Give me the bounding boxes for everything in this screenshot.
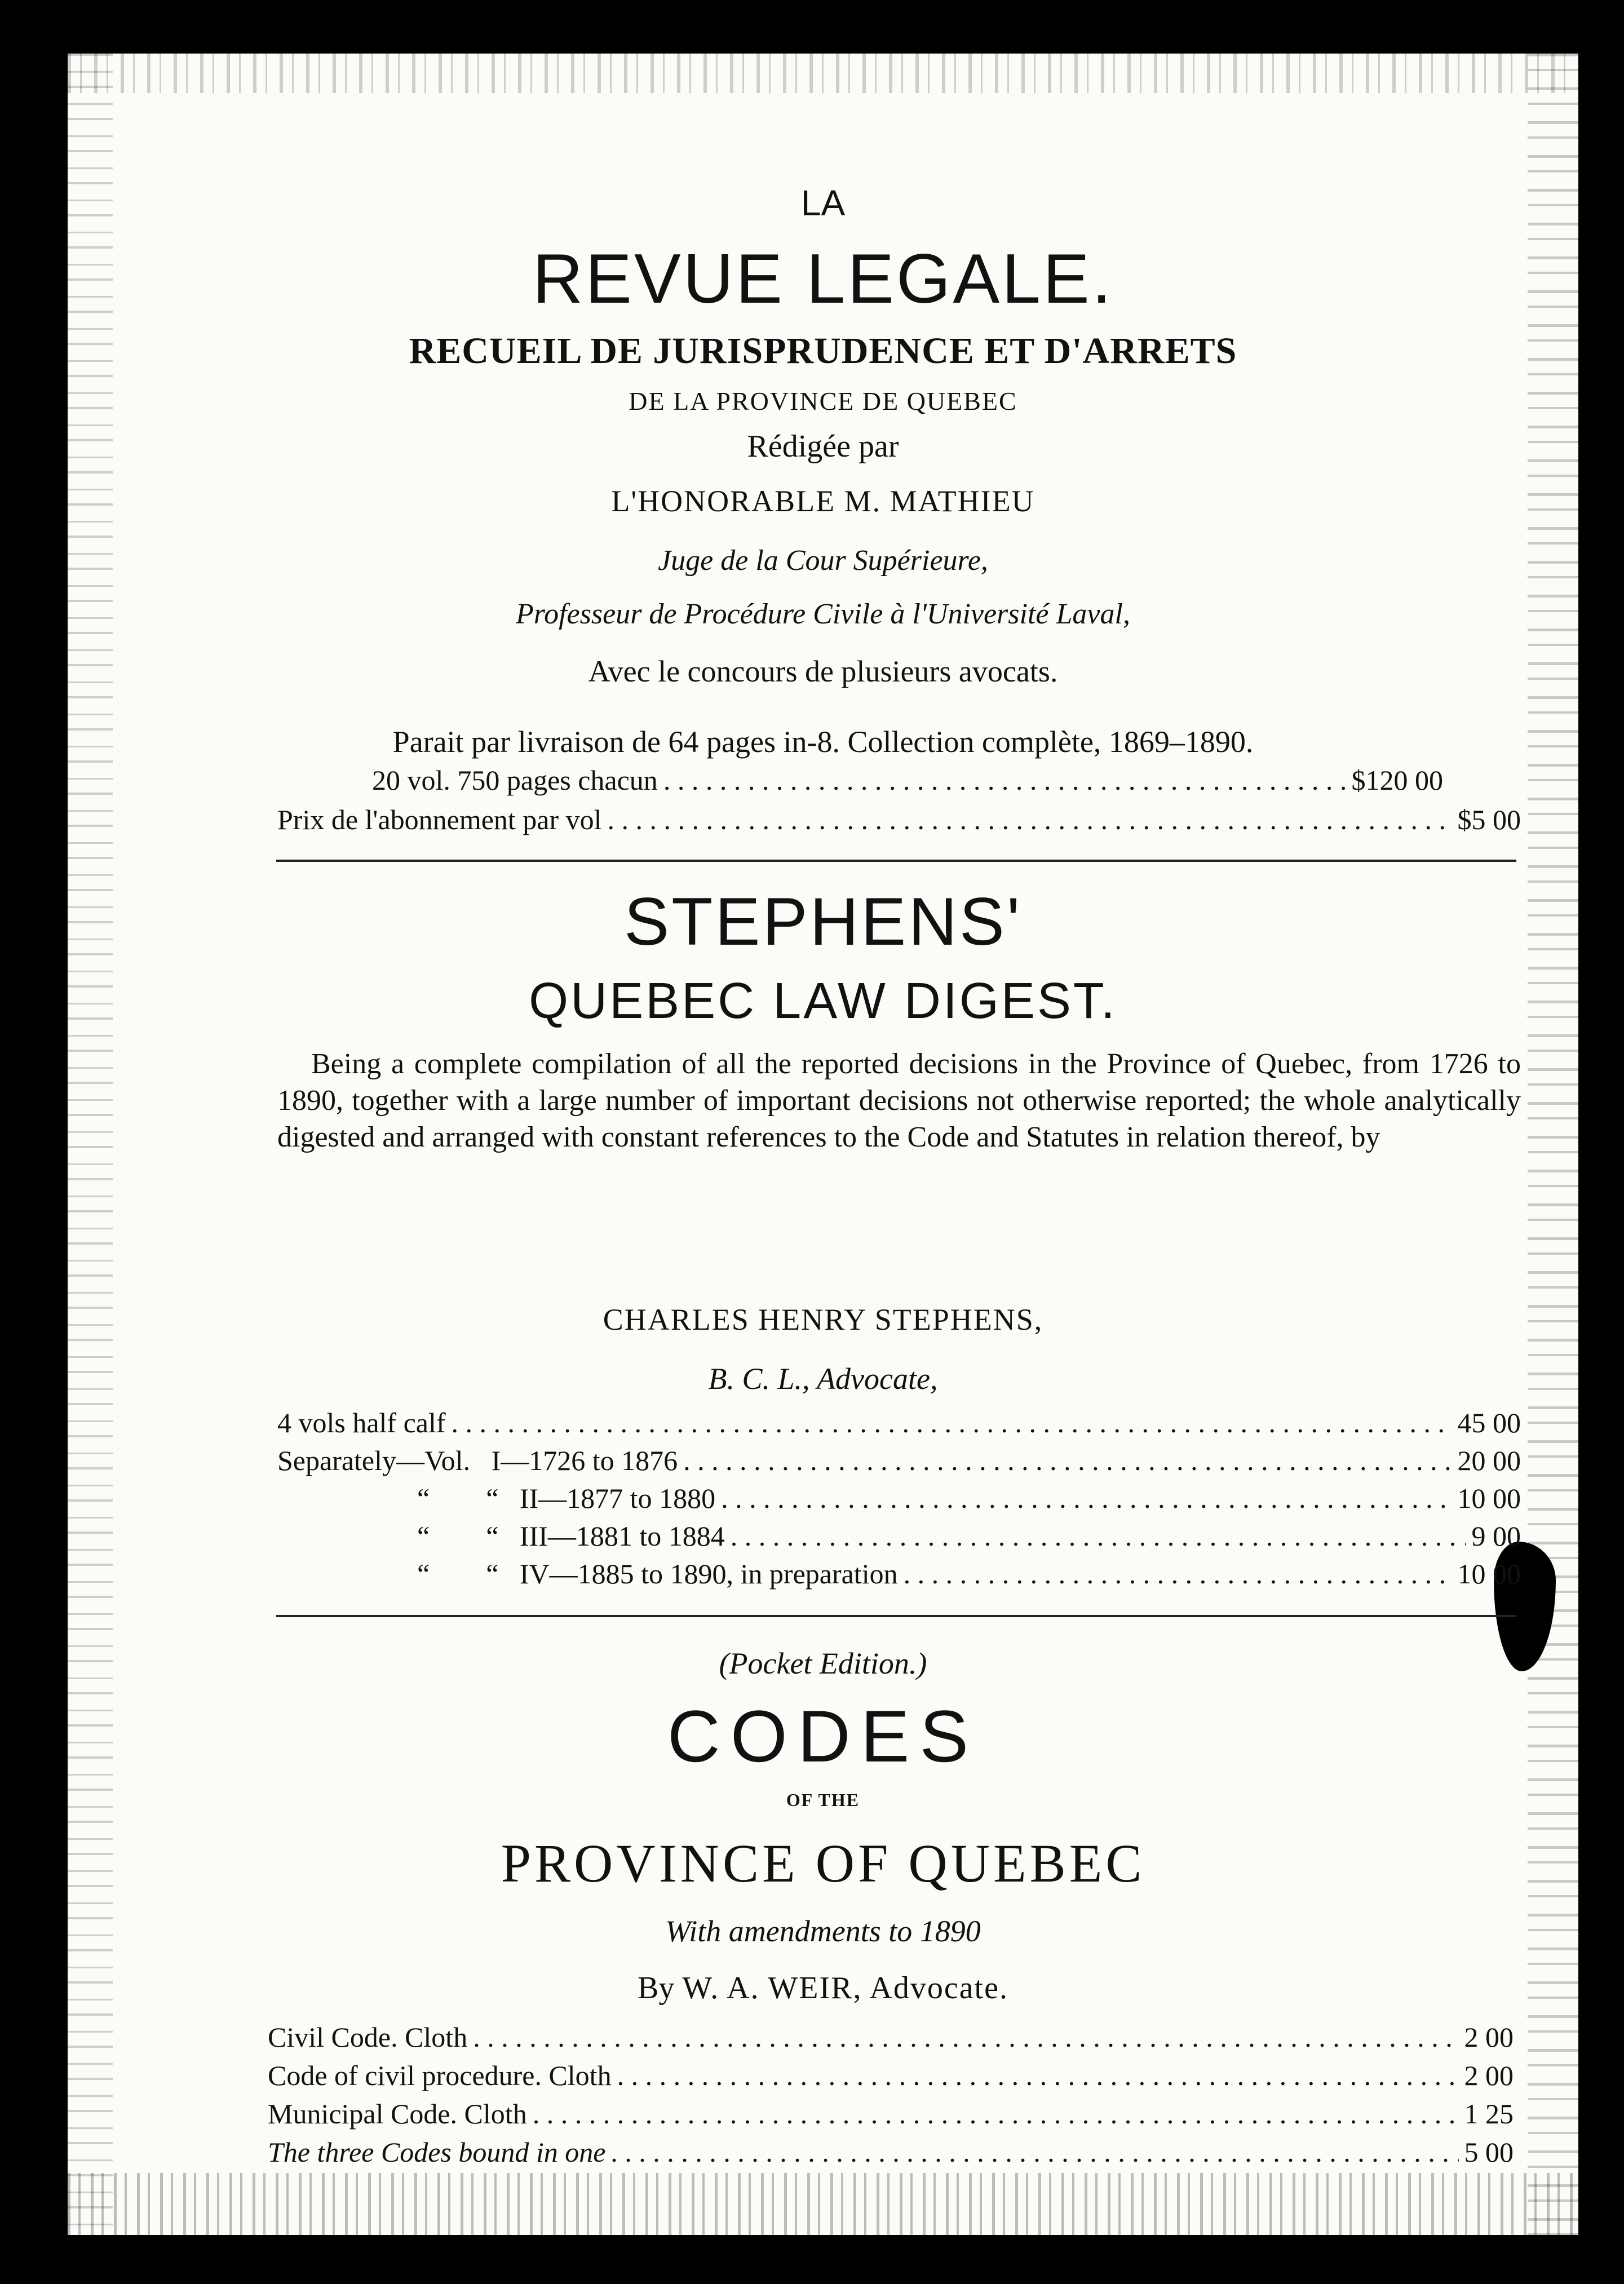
price-label: “ “ IV—1885 to 1890, in preparation	[417, 1558, 898, 1590]
codes-province: PROVINCE OF QUEBEC	[501, 1833, 1145, 1893]
price-value: $5 00	[1457, 804, 1521, 835]
worn-edge-left	[68, 54, 113, 2235]
revue-price-row	[372, 764, 1443, 796]
price-label: “ “ II—1877 to 1880	[417, 1482, 716, 1514]
revue-editor-title1: Juge de la Cour Supérieure,	[658, 545, 988, 577]
stephens-price-row	[417, 1520, 1521, 1552]
codes-by-prefix: By	[638, 1971, 675, 2006]
price-value: $120 00	[1351, 764, 1443, 796]
codes-price-row	[268, 2097, 1514, 2130]
revue-title: REVUE LEGALE.	[532, 240, 1114, 318]
price-label: Code of civil procedure. Cloth	[268, 2060, 612, 2091]
stephens-description: Being a complete compilation of all the reported decisions in the Province of Quebec, from 1726 to 1890, together with a large number of important decisions not otherwise reported; the whole analytically digested and arranged with constant references to the Code and Statutes in relation thereof, by	[277, 1048, 1521, 1153]
revue-redigee: Rédigée par	[747, 429, 899, 464]
codes-by-author: W. A. WEIR, Advocate.	[682, 1971, 1008, 2006]
price-value: 5 00	[1464, 2136, 1514, 2168]
codes-amendments: With amendments to 1890	[665, 1914, 981, 1948]
stephens-price-row	[277, 1406, 1521, 1439]
stephens-price-row	[417, 1482, 1521, 1515]
revue-price-row	[277, 803, 1521, 836]
price-value: 1 25	[1464, 2098, 1514, 2130]
worn-edge-bottom	[68, 2173, 1578, 2235]
price-label: Separately—Vol. I—1726 to 1876	[277, 1445, 678, 1476]
stephens-subtitle: QUEBEC LAW DIGEST.	[529, 973, 1117, 1029]
price-label: “ “ III—1881 to 1884	[417, 1520, 725, 1552]
codes-by	[68, 1970, 1578, 2006]
revue-editor: L'HONORABLE M. MATHIEU	[611, 484, 1035, 518]
codes-price-row	[268, 2136, 1514, 2168]
stephens-price-row	[277, 1444, 1521, 1477]
stephens-price-row	[417, 1557, 1521, 1590]
section-divider	[276, 1615, 1516, 1617]
revue-editor-title2: Professeur de Procédure Civile à l'Université Laval,	[516, 598, 1130, 630]
codes-title: CODES	[667, 1695, 979, 1777]
price-label: 20 vol. 750 pages chacun	[372, 764, 658, 796]
revue-province: DE LA PROVINCE DE QUEBEC	[629, 387, 1017, 415]
codes-edition: (Pocket Edition.)	[719, 1646, 927, 1680]
revue-subtitle: RECUEIL DE JURISPRUDENCE ET D'ARRETS	[409, 330, 1237, 371]
advertisement-page	[68, 54, 1578, 2235]
price-value: 2 00	[1464, 2021, 1514, 2053]
stephens-author: CHARLES HENRY STEPHENS,	[603, 1303, 1043, 1336]
price-label: Civil Code. Cloth	[268, 2021, 468, 2053]
price-value: 2 00	[1464, 2060, 1514, 2091]
price-value: 20 00	[1457, 1445, 1521, 1476]
stephens-title: STEPHENS'	[624, 884, 1022, 959]
section-divider	[276, 860, 1516, 862]
price-label: 4 vols half calf	[277, 1407, 446, 1438]
revue-la: LA	[800, 183, 846, 223]
worn-edge-top	[68, 54, 1578, 93]
codes-of-the: OF THE	[786, 1790, 860, 1810]
price-value: 10 00	[1457, 1558, 1521, 1590]
price-label: Municipal Code. Cloth	[268, 2098, 527, 2130]
price-value: 45 00	[1457, 1407, 1521, 1438]
codes-price-row	[268, 2059, 1514, 2092]
worn-edge-right	[1528, 54, 1578, 2235]
revue-concours: Avec le concours de plusieurs avocats.	[588, 654, 1058, 688]
codes-price-row	[268, 2021, 1514, 2053]
price-value: 9 00	[1471, 1520, 1521, 1552]
stephens-author-title: B. C. L., Advocate,	[708, 1362, 938, 1396]
price-label: Prix de l'abonnement par vol	[277, 804, 602, 835]
price-value: 10 00	[1457, 1482, 1521, 1514]
revue-parait: Parait par livraison de 64 pages in-8. Collection complète, 1869–1890.	[392, 725, 1254, 759]
price-label: The three Codes bound in one	[268, 2136, 606, 2168]
